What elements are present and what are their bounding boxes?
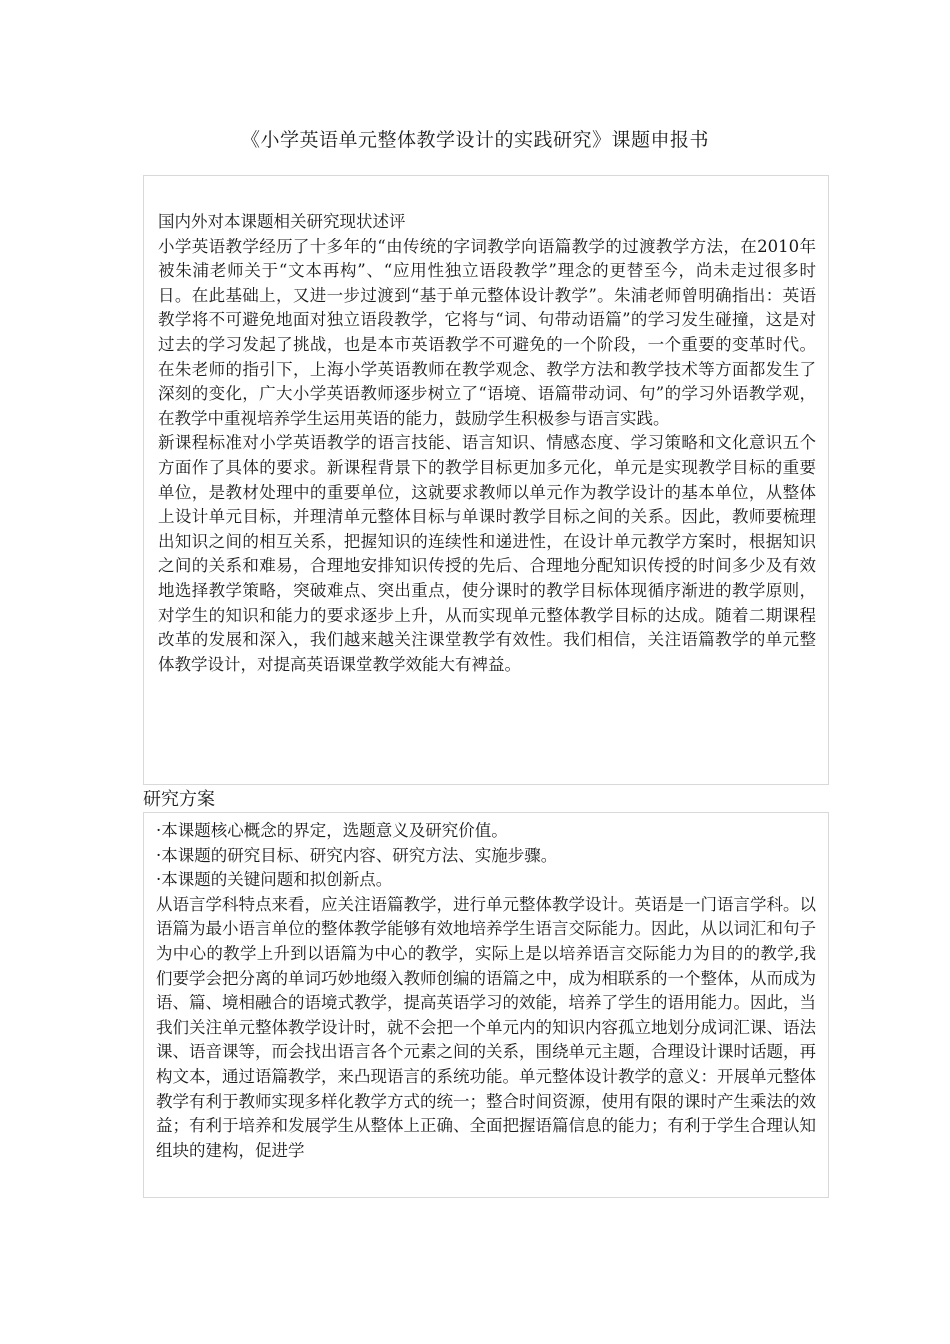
- research-review-paragraph-1: 小学英语教学经历了十多年的“由传统的字词教学向语篇教学的过渡教学方法，在2010年被朱浦老师关于“文本再构”、“应用性独立语段教学”理念的更替至今，尚未走过很多时日。在此基础上，又进一步过渡到“基于单元整体设计教学”。朱浦老师曾明确指出：英语教学将不可避免地面对独立语段教学，它将与“词、句带动语篇”的学习发生碰撞，这是对过去的学习发起了挑战，也是本市英语教学不可避免的一个阶段，一个重要的变革时代。在朱老师的指引下，上海小学英语教师在教学观念、教学方法和教学技术等方面都发生了深刻的变化，广大小学英语教师逐步树立了“语境、语篇带动词、句”的学习外语教学观，在教学中重视培养学生运用英语的能力，鼓励学生积极参与语言实践。: [158, 236, 816, 428]
- research-plan-bullet-1: ·本课题核心概念的界定，选题意义及研究价值。: [156, 821, 508, 840]
- research-review-heading: 国内外对本课题相关研究现状述评: [158, 212, 406, 231]
- research-plan-paragraph: 从语言学科特点来看，应关注语篇教学，进行单元整体教学设计。英语是一门语言学科。以语篇为最小语言单位的整体教学能够有效地培养学生语言交际能力。因此，从以词汇和句子为中心的教学上升到以语篇为中心的教学，实际上是以培养语言交际能力为目的的教学,我们要学会把分离的单词巧妙地缀入教师创编的语篇之中，成为相联系的一个整体，从而成为语、篇、境相融合的语境式教学，提高英语学习的效能，培养了学生的语用能力。因此，当我们关注单元整体教学设计时，就不会把一个单元内的知识内容孤立地划分成词汇课、语法课、语音课等，而会找出语言各个元素之间的关系，围绕单元主题，合理设计课时话题，再构文本，通过语篇教学，来凸现语言的系统功能。单元整体设计教学的意义：开展单元整体教学有利于教师实现多样化教学方式的统一；整合时间资源，使用有限的课时产生乘法的效益；有利于培养和发展学生从整体上正确、全面把握语篇信息的能力；有利于学生合理认知组块的建构，促进学: [156, 894, 816, 1160]
- research-review-box: [143, 175, 829, 785]
- research-plan-bullet-2: ·本课题的研究目标、研究内容、研究方法、实施步骤。: [156, 845, 558, 865]
- research-review-paragraph-2: 新课程标准对小学英语教学的语言技能、语言知识、情感态度、学习策略和文化意识五个方面作了具体的要求。新课程背景下的教学目标更加多元化，单元是实现教学目标的重要单位，是教材处理中的重要单位，这就要求教师以单元作为教学设计的基本单位，从整体上设计单元目标，并理清单元整体目标与单课时教学目标之间的关系。因此，教师要梳理出知识之间的相互关系，把握知识的连续性和递进性，在设计单元教学方案时，根据知识之间的关系和难易，合理地安排知识传授的先后、合理地分配知识传授的时间多少及有效地选择教学策略，突破难点、突出重点，使分课时的教学目标体现循序渐进的教学原则，对学生的知识和能力的要求逐步上升，从而实现单元整体教学目标的达成。随着二期课程改革的发展和深入，我们越来越关注课堂教学有效性。我们相信，关注语篇教学的单元整体教学设计，对提高英语课堂教学效能大有裨益。: [158, 433, 816, 674]
- research-plan-bullet-3: ·本课题的关键问题和拟创新点。: [156, 870, 393, 890]
- document-title: 《小学英语单元整体教学设计的实践研究》课题申报书: [240, 129, 709, 151]
- research-plan-box: [143, 812, 829, 1198]
- research-plan-label: 研究方案: [143, 789, 215, 810]
